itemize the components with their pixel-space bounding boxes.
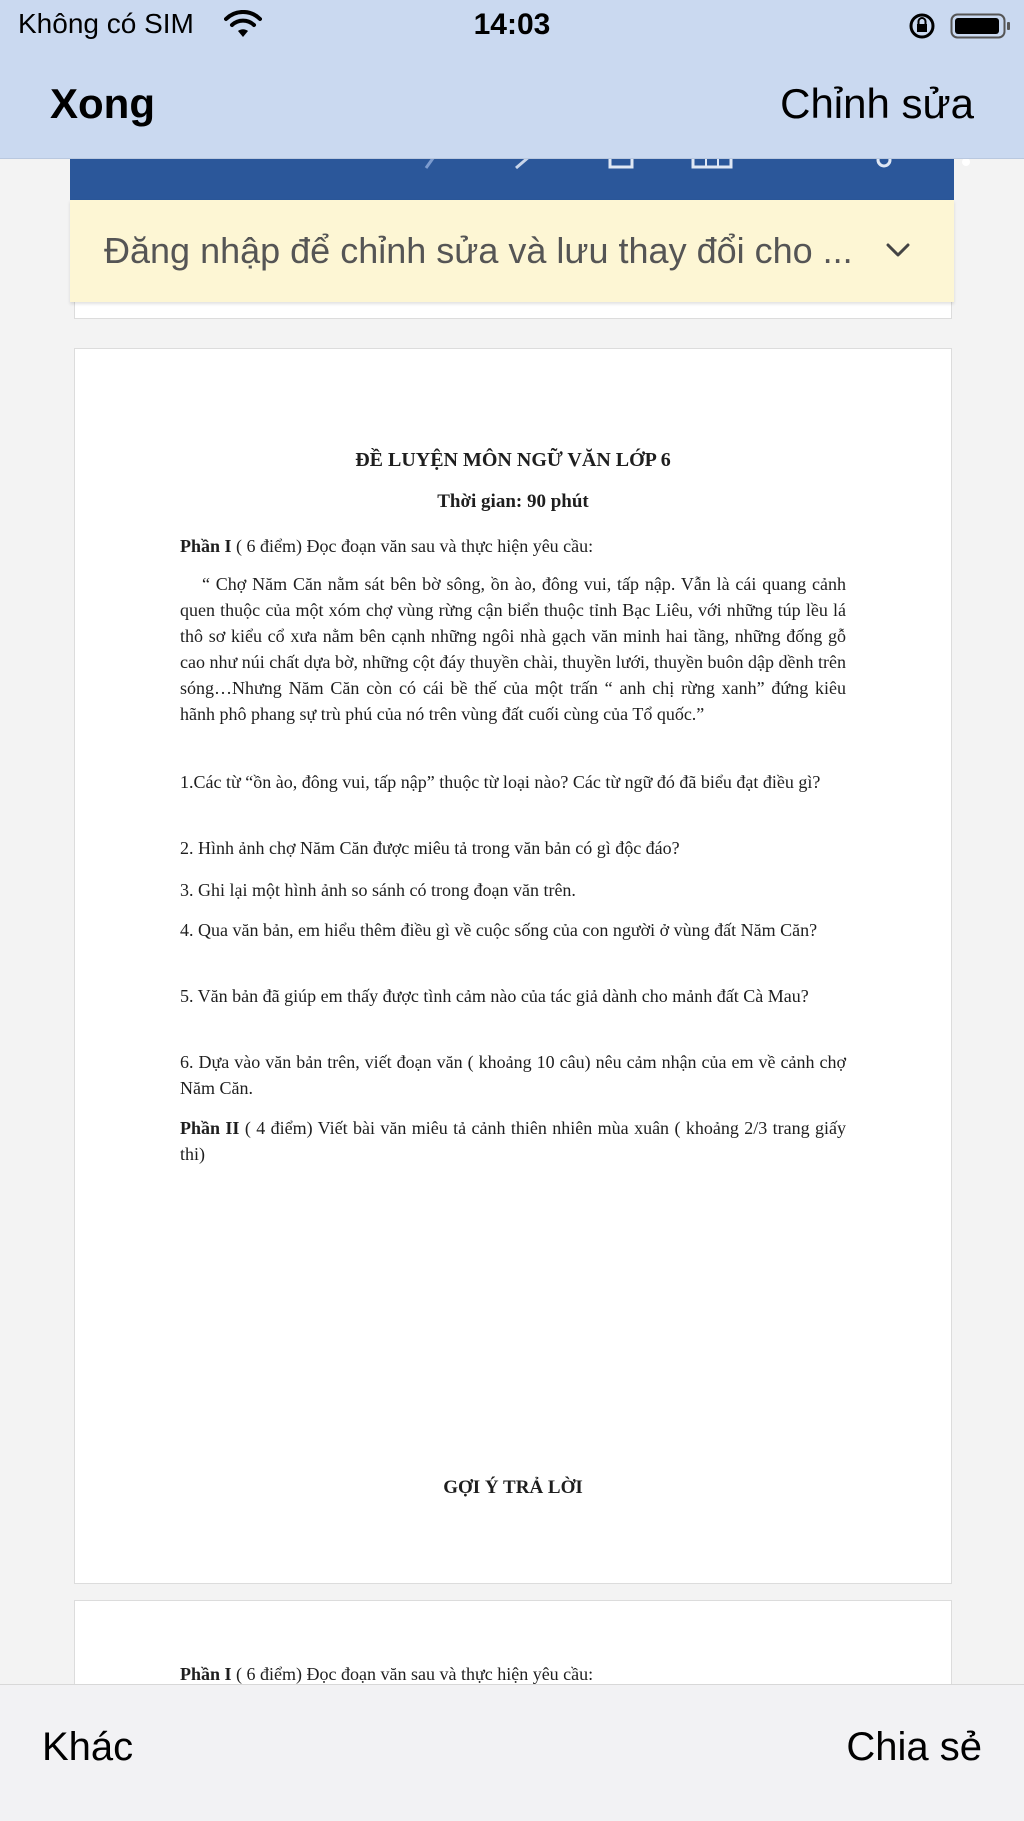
signin-banner[interactable] <box>70 200 954 302</box>
signin-text: Đăng nhập để chỉnh sửa và lưu thay đổi cho ... <box>104 230 853 271</box>
question-4: 4. Qua văn bản, em hiểu thêm điều gì về cuộc sống của con người ở vùng đất Năm Căn? <box>180 920 818 940</box>
part1-text: ( 6 điểm) Đọc đoạn văn sau và thực hiện yêu cầu: <box>231 536 594 556</box>
other-button[interactable]: Khác <box>42 1725 134 1769</box>
edit-button[interactable]: Chỉnh sửa <box>780 80 974 127</box>
status-time: 14:03 <box>473 8 551 41</box>
document-page <box>74 348 952 1584</box>
question-2: 2. Hình ảnh chợ Năm Căn được miêu tả trong văn bản có gì độc đáo? <box>180 838 680 858</box>
passage: “ Chợ Năm Căn nằm sát bên bờ sông, ồn ào, đông vui, tấp nập. Vẫn là cái quang cảnh quen thuộc của một xóm chợ vùng rừng cận biển thuộc tỉnh Bạc Liêu, với những túp lều lá thô sơ kiểu cổ xưa nằm bên cạnh những ngôi nhà gạch văn minh hai tầng, những đống gỗ cao như núi chất dựa bờ, những cột đáy thuyền chài, thuyền lưới, thuyền buôn dập dềnh trên sóng…Nhưng Năm Căn còn có cái bề thế của một trấn “ anh chị rừng xanh” đứng kiêu hãnh phô phang sự trù phú của nó trên vùng đất cuối cùng của Tổ quốc.” <box>180 574 846 724</box>
part2-heading <box>180 1115 846 1167</box>
document-title: ĐỀ LUYỆN MÔN NGỮ VĂN LỚP 6 <box>355 449 671 471</box>
part2-text: ( 4 điểm) Viết bài văn miêu tả cảnh thiên nhiên mùa xuân ( khoảng 2/3 trang giấy thi) <box>180 1118 846 1164</box>
share-button[interactable]: Chia sẻ <box>846 1725 982 1769</box>
answer-title: GỢI Ý TRẢ LỜI <box>443 1477 583 1498</box>
top-header <box>0 0 1024 159</box>
done-button[interactable]: Xong <box>50 80 155 127</box>
question-3: 3. Ghi lại một hình ảnh so sánh có trong đoạn văn trên. <box>180 880 576 900</box>
part2-label: Phần II <box>180 1118 240 1138</box>
chevron-down-icon[interactable] <box>884 236 912 264</box>
next-part1-heading <box>180 1661 846 1684</box>
status-carrier: Không có SIM <box>18 8 194 39</box>
bottom-toolbar <box>0 1684 1024 1821</box>
next-part1-text: ( 6 điểm) Đọc đoạn văn sau và thực hiện yêu cầu: <box>231 1664 594 1684</box>
question-5: 5. Văn bản đã giúp em thấy được tình cảm nào của tác giả dành cho mảnh đất Cà Mau? <box>180 986 809 1006</box>
part1-label: Phần I <box>180 536 232 556</box>
question-6: 6. Dựa vào văn bản trên, viết đoạn văn ( khoảng 10 câu) nêu cảm nhận của em về cảnh chợ Năm Căn. <box>180 1052 846 1098</box>
document-time: Thời gian: 90 phút <box>437 491 589 512</box>
next-part1-label: Phần I <box>180 1664 232 1684</box>
question-1: 1.Các từ “ồn ào, đông vui, tấp nập” thuộc từ loại nào? Các từ ngữ đó đã biểu đạt điều gì? <box>180 772 821 792</box>
next-document-page <box>74 1600 952 1684</box>
orientation-lock-icon <box>908 12 936 40</box>
part1-heading <box>180 533 846 559</box>
document-viewport[interactable] <box>0 158 1024 1684</box>
battery-icon <box>950 13 1012 39</box>
